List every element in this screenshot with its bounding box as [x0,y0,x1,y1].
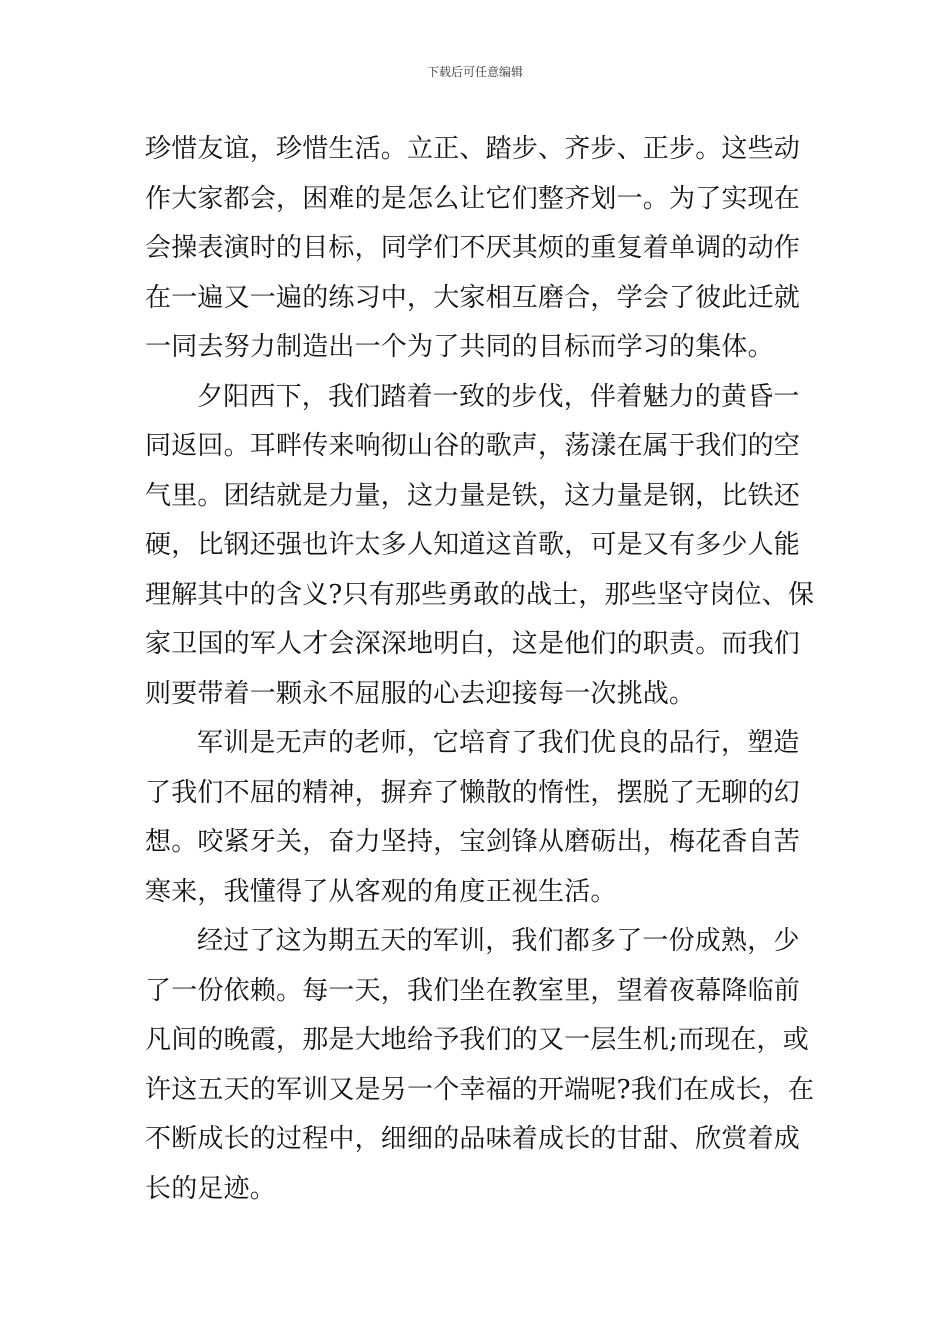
text-line: 珍惜友谊，珍惜生活。立正、踏步、齐步、正步。这些动 [145,134,801,164]
text-line: 则要带着一颗永不屈服的心去迎接每一次挑战。 [145,678,696,709]
text-line: 了一份依赖。每一天，我们坐在教室里，望着夜幕降临前 [145,975,801,1006]
text-line: 了我们不屈的精神，摒弃了懒散的惰性，摆脱了无聊的幻 [145,777,801,808]
text-line: 不断成长的过程中，细细的品味着成长的甘甜、欣赏着成 [145,1124,801,1154]
text-line: 气里。团结就是力量，这力量是铁，这力量是钢，比铁还 [145,480,801,511]
paragraph-4 [145,917,815,1214]
text-line: 家卫国的军人才会深深地明白，这是他们的职责。而我们 [145,629,801,659]
text-line: 作大家都会，困难的是怎么让它们整齐划一。为了实现在 [145,183,801,214]
text-line: 在一遍又一遍的练习中，大家相互磨合，学会了彼此迁就 [145,282,801,313]
text-line: 同返回。耳畔传来响彻山谷的歌声，荡漾在属于我们的空 [145,431,801,461]
text-line: 经过了这为期五天的军训，我们都多了一份成熟，少 [197,926,800,956]
text-line: 长的足迹。 [145,1173,277,1204]
text-line: 想。咬紧牙关，奋力坚持，宝剑锋从磨砺出，梅花香自苦 [145,827,801,857]
text-line: 寒来，我懂得了从客观的角度正视生活。 [145,876,617,907]
text-line: 硬，比钢还强也许太多人知道这首歌，可是又有多少人能 [145,530,801,560]
paragraph-3 [145,719,807,917]
text-line: 许这五天的军训又是另一个幸福的开端呢?我们在成长，在 [145,1074,815,1105]
document-body [145,125,815,1214]
page-header: 下载后可任意编辑 [426,65,523,79]
text-line: 理解其中的含义?只有那些勇敢的战士，那些坚守岗位、保 [145,579,815,610]
text-line: 凡间的晚霞，那是大地给予我们的又一层生机;而现在，或 [145,1025,809,1055]
paragraph-2 [145,373,815,720]
paragraph-1 [145,125,807,373]
text-line: 夕阳西下，我们踏着一致的步伐，伴着魅力的黄昏一 [197,381,800,412]
text-line: 一同去努力制造出一个为了共同的目标而学习的集体。 [145,332,774,362]
text-line: 军训是无声的老师，它培育了我们优良的品行，塑造 [197,728,800,758]
text-line: 会操表演时的目标，同学们不厌其烦的重复着单调的动作 [145,233,801,263]
